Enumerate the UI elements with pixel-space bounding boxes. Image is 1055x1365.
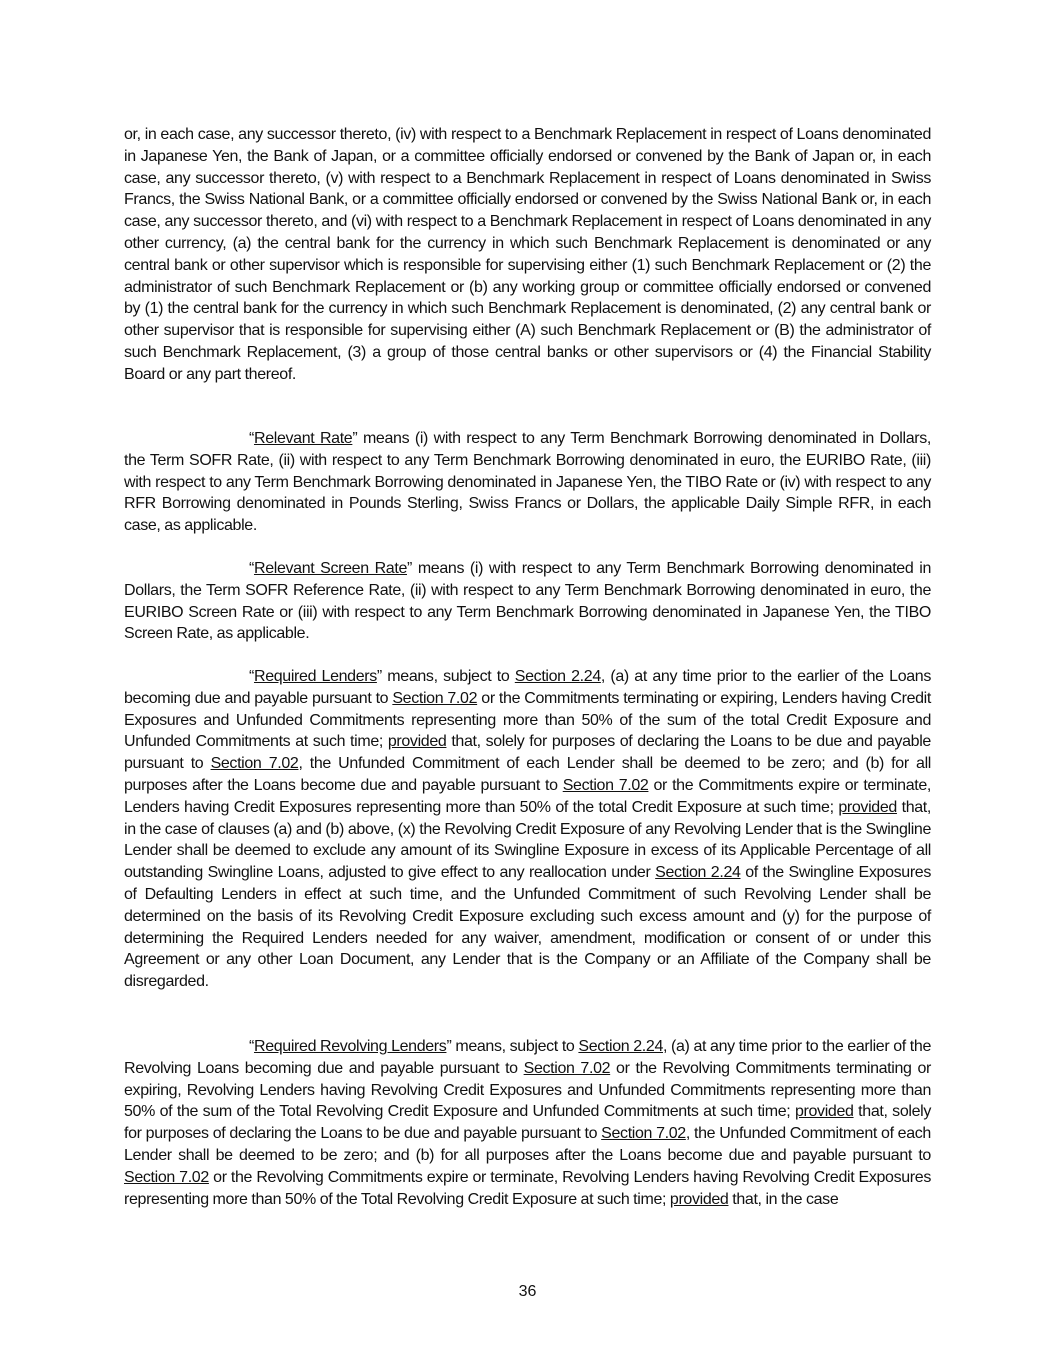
text-segment: or the Revolving Commitments terminating or expiring, Revolving Lenders having Revolving Credit Exposures and Unfunded Commitments representing more than 50% of the sum of the Total Revolving Credit Exposure and Unfunded Commitments at such time; [124,1059,931,1121]
open-quote: “ [249,1038,254,1055]
definition-relevant-screen-rate [124,558,931,645]
proviso-term: provided [387,733,447,751]
text-segment: means, subject to [451,1038,579,1055]
section-reference: Section 2.24 [578,1038,663,1055]
open-quote: “ [249,430,254,447]
section-reference: Section 2.24 [514,668,601,685]
proviso-term: provided [669,1190,729,1208]
paragraph-continuation [124,124,931,386]
definition-body: means (i) with respect to any Term Benchmark Borrowing denominated in Dollars, the Term SOFR Rate, (ii) with respect to any Term Benchmark Borrowing denominated in euro, the EURIBO Rate, (iii) with respect to any Term Benchmark Borrowing denominated in Japanese Yen, the TIBO Rate or (iv) with respect to any RFR Borrowing denominated in Pounds Sterling, Swiss Francs or Dollars, the applicable Daily Simple RFR, in each case, as applicable. [124,430,931,535]
defined-term: Relevant Screen Rate [253,560,407,577]
text-segment: or the Commitments terminating or expiring, Lenders having Credit Exposures and Unfunded Commitments representing more than 50% of the sum of the total Credit Exposure and Unfunded Commitments at such time; [124,689,931,751]
close-quote: ” [407,560,412,577]
proviso-term: provided [838,798,897,816]
section-reference: Section 7.02 [124,1168,209,1186]
text-segment: of the Swingline Exposures of Defaulting Lenders in effect at such time, and the Unfunded Commitment of such Revolving Lender shall be determined on the basis of its Revolving Credit Exposure excluding such excess amount and (y) for the purpose of determining the Required Lenders needed for any waiver, amendment, modification or consent of or under this Agreement or any other Loan Document, any Lender that is the Company or an Affiliate of the Company shall be disregarded. [124,864,931,991]
paragraph-text: or, in each case, any successor thereto, (iv) with respect to a Benchmark Replacement in respect of Loans denominated in Japanese Yen, the Bank of Japan, or a committee officially endorsed or convened by the Bank of Japan or, in each case, any successor thereto, (v) with respect to a Benchmark Replacement in respect of Loans denominated in Swiss Francs, the Swiss National Bank, or a committee officially endorsed or convened by the Swiss National Bank or, in each case, any successor thereto, and (vi) with respect to a Benchmark Replacement in respect of Loans denominated in any other currency, (a) the central bank for the currency in which such Benchmark Replacement is denominated or any central bank or other supervisor which is responsible for supervising either (1) such Benchmark Replacement or (2) the administrator of such Benchmark Replacement or (b) any working group or committee officially endorsed or convened by (1) the central bank for the currency in which such Benchmark Replacement is denominated, (2) any central bank or other supervisor that is responsible for supervising either (A) such Benchmark Replacement or (B) the administrator of such Benchmark Replacement, (3) a group of those central banks or other supervisors or (4) the Financial Stability Board or any part thereof. [124,126,931,383]
text-segment: , (a) at any time prior to the earlier of the Revolving Loans becoming due and payable pursuant to [124,1038,931,1077]
definition-body: means (i) with respect to any Term Benchmark Borrowing denominated in Dollars, the Term SOFR Reference Rate, (ii) with respect to any Term Benchmark Borrowing denominated in euro, the EURIBO Screen Rate or (iii) with respect to any Term Benchmark Borrowing denominated in Japanese Yen, the TIBO Screen Rate, as applicable. [124,560,931,643]
section-reference: Section 2.24 [655,864,741,882]
section-reference: Section 7.02 [562,776,649,794]
text-segment: , the Unfunded Commitment of each Lender shall be deemed to be zero; and (b) for all purposes after the Loans become due and payable pursuant to [124,1125,931,1164]
text-segment: that, in the case of clauses (a) and (b) above, (x) the Revolving Credit Exposure of any Revolving Lender that is the Swingline Lender shall be deemed to exclude any amount of its Swingline Exposure in excess of its Applicable Percentage of all outstanding Swingline Loans, adjusted to give effect to any reallocation under [124,798,931,882]
definition-required-lenders [124,666,931,993]
text-segment: , the Unfunded Commitment of each Lender shall be deemed to be zero; and (b) for all purposes after the Loans become due and payable pursuant to [124,755,931,794]
text-segment: , (a) at any time prior to the earlier of the Loans becoming due and payable pursuant to [124,668,931,707]
close-quote: ” [376,668,382,685]
defined-term: Relevant Rate [253,430,353,447]
section-reference: Section 7.02 [523,1059,611,1077]
definition-relevant-rate [124,428,931,537]
open-quote: “ [249,560,254,577]
section-reference: Section 7.02 [210,755,299,773]
text-segment: that, in the case [728,1190,839,1208]
defined-term: Required Lenders [253,668,377,685]
text-segment: means, subject to [381,668,515,685]
text-segment: that, solely for purposes of declaring the Loans to be due and payable pursuant to [124,1103,931,1143]
open-quote: “ [249,668,254,685]
text-segment: that, solely for purposes of declaring the Loans to be due and payable pursuant to [124,733,931,773]
defined-term: Required Revolving Lenders [253,1038,447,1055]
text-segment: or the Commitments expire or terminate, Lenders having Credit Exposures representing more than 50% of the total Credit Exposure at such time; [124,776,931,816]
definition-required-revolving-lenders [124,1036,931,1210]
close-quote: ” [446,1038,452,1055]
page-number: 36 [518,1283,537,1300]
section-reference: Section 7.02 [392,689,478,707]
text-segment: or the Revolving Commitments expire or terminate, Revolving Lenders having Revolving Credit Exposures representing more than 50% of the Total Revolving Credit Exposure at such time; [124,1168,931,1208]
close-quote: ” [352,430,358,447]
section-reference: Section 7.02 [601,1125,686,1143]
proviso-term: provided [794,1103,854,1121]
